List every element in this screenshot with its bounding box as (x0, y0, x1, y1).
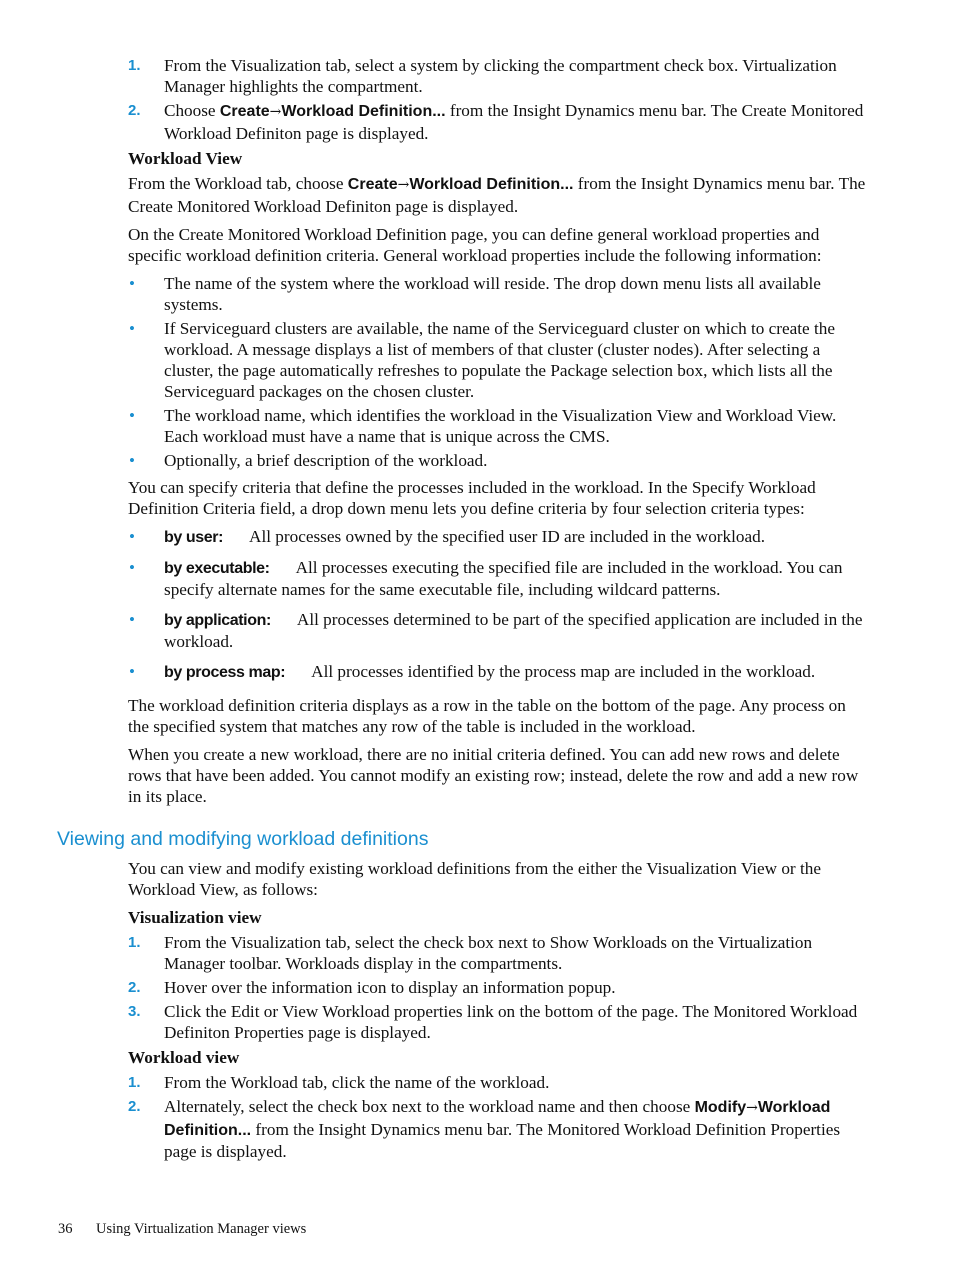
step-text-pre: Choose (164, 101, 220, 120)
criteria-term: by executable: (164, 560, 270, 577)
footer-title: Using Virtualization Manager views (96, 1221, 307, 1237)
workload-steps-list (128, 1072, 868, 1162)
list-item (128, 526, 868, 548)
bullet-icon: • (129, 406, 135, 425)
list-item (128, 55, 868, 97)
menu-arrow: → (269, 104, 282, 120)
bullet-icon: • (129, 558, 135, 577)
criteria-text: All processes executing the specified file are included in the workload. You can specify alternate names for the same executable file, including wildcard patterns. (164, 558, 843, 599)
step-text: Click the Edit or View Workload properties link on the bottom of the page. The Monitored Workload Definiton Properties page is displayed. (164, 1002, 858, 1042)
list-item (128, 405, 868, 447)
step-text: From the Visualization tab, select a system by clicking the compartment check box. Virtualization Manager highlights the compartment. (164, 56, 837, 96)
table-paragraph: The workload definition criteria displays as a row in the table on the bottom of the page. Any process on the specified system that matches any row of the table is included in the workload. (128, 696, 846, 736)
workload-view-2-heading: Workload view (128, 1048, 240, 1067)
list-item (128, 450, 868, 471)
bullet-text: Optionally, a brief description of the workload. (164, 451, 488, 470)
list-item (128, 609, 868, 652)
criteria-term: by application: (164, 612, 271, 629)
criteria-text: All processes identified by the process map are included in the workload. (311, 662, 816, 681)
section-intro: You can view and modify existing workload definitions from the either the Visualization View or the Workload View, as follows: (128, 859, 821, 899)
list-item (128, 977, 868, 998)
visualization-view-heading: Visualization view (128, 908, 262, 927)
bullet-icon: • (129, 319, 135, 338)
criteria-text: All processes determined to be part of the specified application are included in the workload. (164, 610, 863, 651)
visualization-steps-list (128, 932, 868, 1043)
step-number: 2. (128, 1098, 141, 1115)
step-number: 1. (128, 57, 141, 74)
menu-workload-definition: Workload Definition... (281, 103, 446, 120)
bullet-icon: • (129, 662, 135, 681)
steps-top-list (128, 55, 868, 144)
define-paragraph: On the Create Monitored Workload Definition page, you can define general workload properties and specific workload definition criteria. General workload properties include the following information: (128, 225, 822, 265)
list-item (128, 932, 868, 974)
criteria-text: All processes owned by the specified user ID are included in the workload. (249, 527, 765, 546)
list-item (128, 100, 868, 144)
page-content (57, 55, 868, 1166)
criteria-term: by process map: (164, 664, 286, 681)
menu-create: Create (219, 103, 270, 120)
bullet-text: If Serviceguard clusters are available, the name of the Serviceguard cluster on which to create the workload. A message displays a list of members of that cluster (cluster nodes). After selecting a cluster, the page automatically refreshes to populate the Package selection box, which lists all the Serviceguard packages on the chosen cluster. (164, 319, 835, 401)
list-item (128, 1072, 868, 1093)
step-text-pre: Alternately, select the check box next to the workload name and then choose (164, 1097, 695, 1116)
bullet-icon: • (129, 274, 135, 293)
menu-arrow: → (397, 177, 410, 193)
page-footer (58, 1221, 306, 1238)
menu-workload-definition: Workload Definition... (409, 176, 574, 193)
menu-workload-definition: Workload Definition... (164, 1099, 831, 1139)
workload-view-paragraph (128, 173, 868, 217)
criteria-term: by user: (164, 529, 224, 546)
criteria-paragraph: You can specify criteria that define the processes included in the workload. In the Specify Workload Definition Criteria field, a drop down menu lets you define criteria by four selection criteria types: (128, 478, 816, 518)
step-text: From the Visualization tab, select the check box next to Show Workloads on the Virtualization Manager toolbar. Workloads display in the compartments. (164, 933, 813, 973)
menu-create: Create (347, 176, 398, 193)
bullet-text: The workload name, which identifies the workload in the Visualization View and Workload View. Each workload must have a name that is unique across the CMS. (164, 406, 837, 446)
criteria-bullet-list (128, 526, 868, 683)
step-number: 3. (128, 1003, 141, 1020)
list-item (128, 273, 868, 315)
workload-view-heading: Workload View (128, 149, 243, 168)
para-text-pre: From the Workload tab, choose (128, 174, 348, 193)
step-number: 2. (128, 102, 141, 119)
list-item (128, 318, 868, 402)
new-workload-paragraph: When you create a new workload, there are no initial criteria defined. You can add new rows and delete rows that have been added. You cannot modify an existing row; instead, delete the row and add a new row in its place. (128, 745, 859, 806)
step-text: From the Workload tab, click the name of the workload. (164, 1073, 550, 1092)
step-text-post: from the Insight Dynamics menu bar. The Monitored Workload Definition Properties page is displayed. (164, 1120, 841, 1161)
list-item (128, 1001, 868, 1043)
bullet-icon: • (129, 610, 135, 629)
step-number: 1. (128, 934, 141, 951)
bullet-text: The name of the system where the workload will reside. The drop down menu lists all available systems. (164, 274, 821, 314)
step-number: 2. (128, 979, 141, 996)
menu-arrow: → (746, 1100, 758, 1116)
para-text-post: from the Insight Dynamics menu bar. The Create Monitored Workload Definiton page is displayed. (128, 174, 866, 216)
list-item (128, 557, 868, 600)
step-text-post: from the Insight Dynamics menu bar. The Create Monitored Workload Definiton page is displayed. (164, 101, 864, 143)
bullet-icon: • (129, 451, 135, 470)
step-text: Hover over the information icon to display an information popup. (164, 978, 616, 997)
section-title: Viewing and modifying workload definitions (57, 828, 429, 850)
property-bullet-list (128, 273, 868, 471)
page-number: 36 (58, 1221, 73, 1237)
menu-modify: Modify (694, 1099, 747, 1116)
list-item (128, 1096, 868, 1162)
list-item (128, 661, 868, 683)
step-number: 1. (128, 1074, 141, 1091)
bullet-icon: • (129, 527, 135, 546)
